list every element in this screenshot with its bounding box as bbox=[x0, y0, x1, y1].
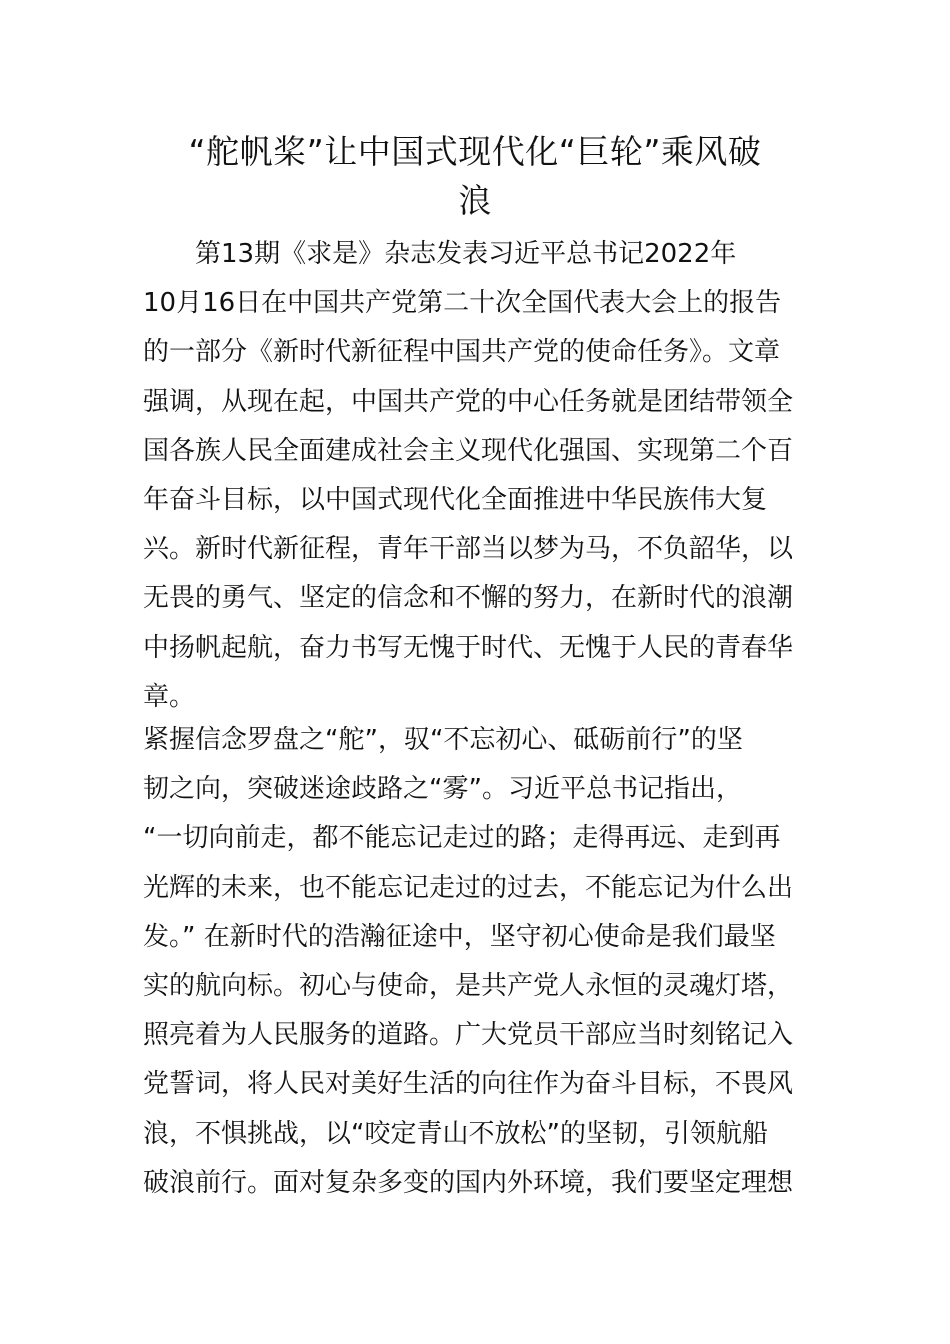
text-line: 中扬帆起航，奋力书写无愧于时代、无愧于人民的青春华 bbox=[143, 632, 794, 663]
text-line: 照亮着为人民服务的道路。广大党员干部应当时刻铭记入 bbox=[143, 1020, 794, 1051]
text-line: 强调，从现在起，中国共产党的中心任务就是团结带领全 bbox=[143, 386, 794, 417]
text-line: 浪，不惧挑战，以“咬定青山不放松”的坚韧，引领航船 bbox=[143, 1118, 768, 1149]
text-line: 韧之向，突破迷途歧路之“雾”。习近平总书记指出， bbox=[143, 774, 742, 805]
text-line: 国各族人民全面建成社会主义现代化强国、实现第二个百 bbox=[143, 435, 794, 466]
text-line: 无畏的勇气、坚定的信念和不懈的努力，在新时代的浪潮 bbox=[143, 583, 794, 614]
text-line: 破浪前行。面对复杂多变的国内外环境，我们要坚定理想 bbox=[143, 1167, 794, 1198]
text-line: 第13期《求是》杂志发表习近平总书记2022年 bbox=[143, 239, 737, 269]
text-line: 紧握信念罗盘之“舵”，驭“不忘初心、砥砺前行”的坚 bbox=[143, 725, 743, 755]
text-line: 发。” 在新时代的浩瀚征途中，坚守初心使命是我们最坚 bbox=[143, 921, 776, 952]
text-line: 兴。新时代新征程，青年干部当以梦为马，不负韶华，以 bbox=[143, 534, 794, 565]
text-line: 的一部分《新时代新征程中国共产党的使命任务》。文章 bbox=[143, 337, 781, 368]
text-line: 年奋斗目标，以中国式现代化全面推进中华民族伟大复 bbox=[143, 484, 768, 515]
paragraph-rudder bbox=[143, 716, 813, 1208]
title-line: “舵帆桨”让中国式现代化“巨轮”乘风破 bbox=[188, 132, 762, 171]
document-title bbox=[130, 128, 820, 226]
text-line: 光辉的未来，也不能忘记走过的过去，不能忘记为什么出 bbox=[143, 872, 794, 903]
text-line: 党誓词，将人民对美好生活的向往作为奋斗目标，不畏风 bbox=[143, 1069, 794, 1100]
text-line: 实的航向标。初心与使命，是共产党人永恒的灵魂灯塔， bbox=[143, 970, 794, 1001]
document-body bbox=[143, 230, 813, 1208]
title-line: 浪 bbox=[458, 181, 492, 221]
text-line: 章。 bbox=[143, 681, 196, 712]
text-line: 10月16日在中国共产党第二十次全国代表大会上的报告 bbox=[143, 288, 782, 319]
text-line: “一切向前走，都不能忘记走过的路；走得再远、走到再 bbox=[143, 823, 781, 854]
paragraph-intro bbox=[143, 230, 813, 716]
